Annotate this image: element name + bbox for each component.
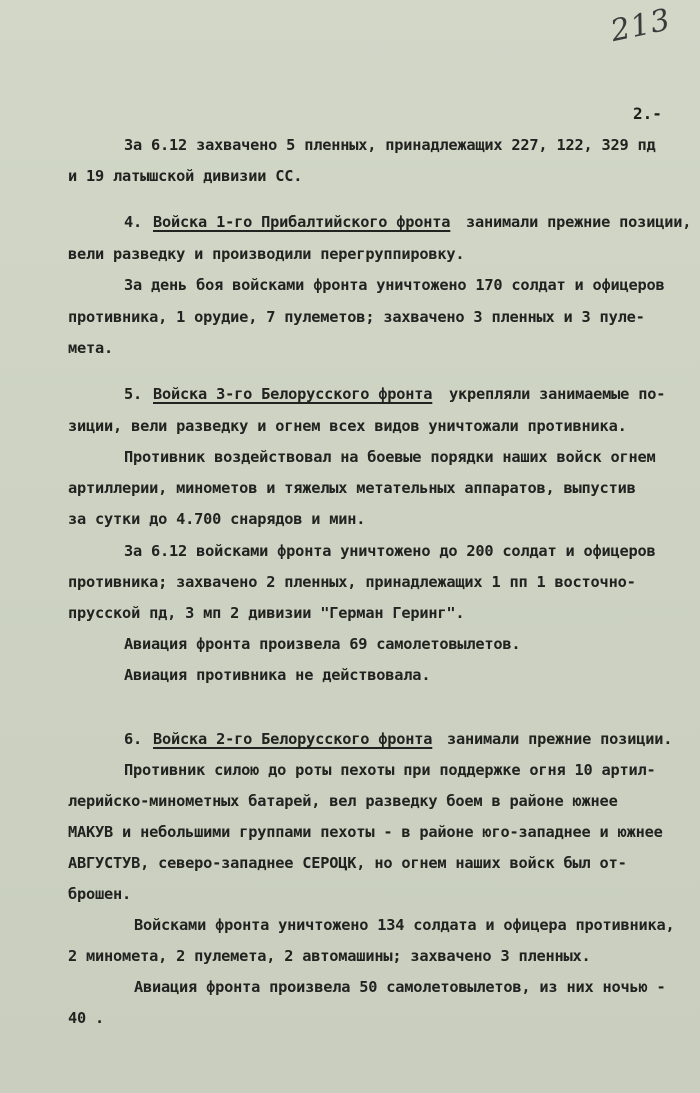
section-number: 5. bbox=[124, 385, 143, 403]
text-line: занимали прежние позиции, bbox=[466, 213, 692, 231]
text-line: За 6.12 захвачено 5 пленных, принадлежащих 227, 122, 329 пд bbox=[124, 136, 656, 154]
text-line: мета. bbox=[68, 339, 114, 357]
text-line: за сутки до 4.700 снарядов и мин. bbox=[68, 510, 366, 528]
text-line: артиллерии, минометов и тяжелых метательных аппаратов, выпустив bbox=[68, 479, 636, 497]
text-line: и 19 латышской дивизии СС. bbox=[68, 167, 303, 185]
text-line: противника, 1 орудие, 7 пулеметов; захвачено 3 пленных и 3 пуле- bbox=[68, 308, 645, 326]
text-line: занимали прежние позиции. bbox=[447, 730, 673, 748]
archive-page-number: 213 bbox=[607, 2, 674, 50]
text-line: противника; захвачено 2 пленных, принадлежащих 1 пп 1 восточно- bbox=[68, 573, 636, 591]
text-line: 2 миномета, 2 пулемета, 2 автомашины; захвачено 3 пленных. bbox=[68, 947, 591, 965]
page-number: 2.- bbox=[633, 104, 662, 123]
text-line: Авиация фронта произвела 69 самолетовылетов. bbox=[124, 635, 521, 653]
section-heading: Войска 2-го Белорусского фронта bbox=[153, 730, 433, 748]
section-heading: Войска 3-го Белорусского фронта bbox=[153, 385, 433, 403]
text-line: Противник силою до роты пехоты при поддержке огня 10 артил- bbox=[124, 761, 656, 779]
text-line: АВГУСТУВ, северо-западнее СЕРОЦК, но огнем наших войск был от- bbox=[68, 854, 627, 872]
section-heading: Войска 1-го Прибалтийского фронта bbox=[153, 213, 451, 231]
text-line: Авиация противника не действовала. bbox=[124, 666, 431, 684]
text-line: вели разведку и производили перегруппировку. bbox=[68, 245, 465, 263]
text-line: За день боя войсками фронта уничтожено 170 солдат и офицеров bbox=[124, 276, 665, 294]
text-line: укрепляли занимаемые по- bbox=[449, 385, 666, 403]
text-line: прусской пд, 3 мп 2 дивизии "Герман Геринг". bbox=[68, 604, 465, 622]
section-number: 4. bbox=[124, 213, 143, 231]
section-number: 6. bbox=[124, 730, 143, 748]
text-line: За 6.12 войсками фронта уничтожено до 200 солдат и офицеров bbox=[124, 542, 656, 560]
text-line: Противник воздействовал на боевые порядки наших войск огнем bbox=[124, 448, 656, 466]
text-line: 40 . bbox=[68, 1009, 105, 1027]
text-line: МАКУВ и небольшими группами пехоты - в районе юго-западнее и южнее bbox=[68, 823, 663, 841]
text-line: брошен. bbox=[68, 885, 132, 903]
text-line: Авиация фронта произвела 50 самолетовылетов, из них ночью - bbox=[134, 978, 666, 996]
text-line: Войсками фронта уничтожено 134 солдата и офицера противника, bbox=[134, 916, 675, 934]
text-line: лерийско-минометных батарей, вел разведку боем в районе южнее bbox=[68, 792, 618, 810]
text-line: зиции, вели разведку и огнем всех видов уничтожали противника. bbox=[68, 417, 627, 435]
